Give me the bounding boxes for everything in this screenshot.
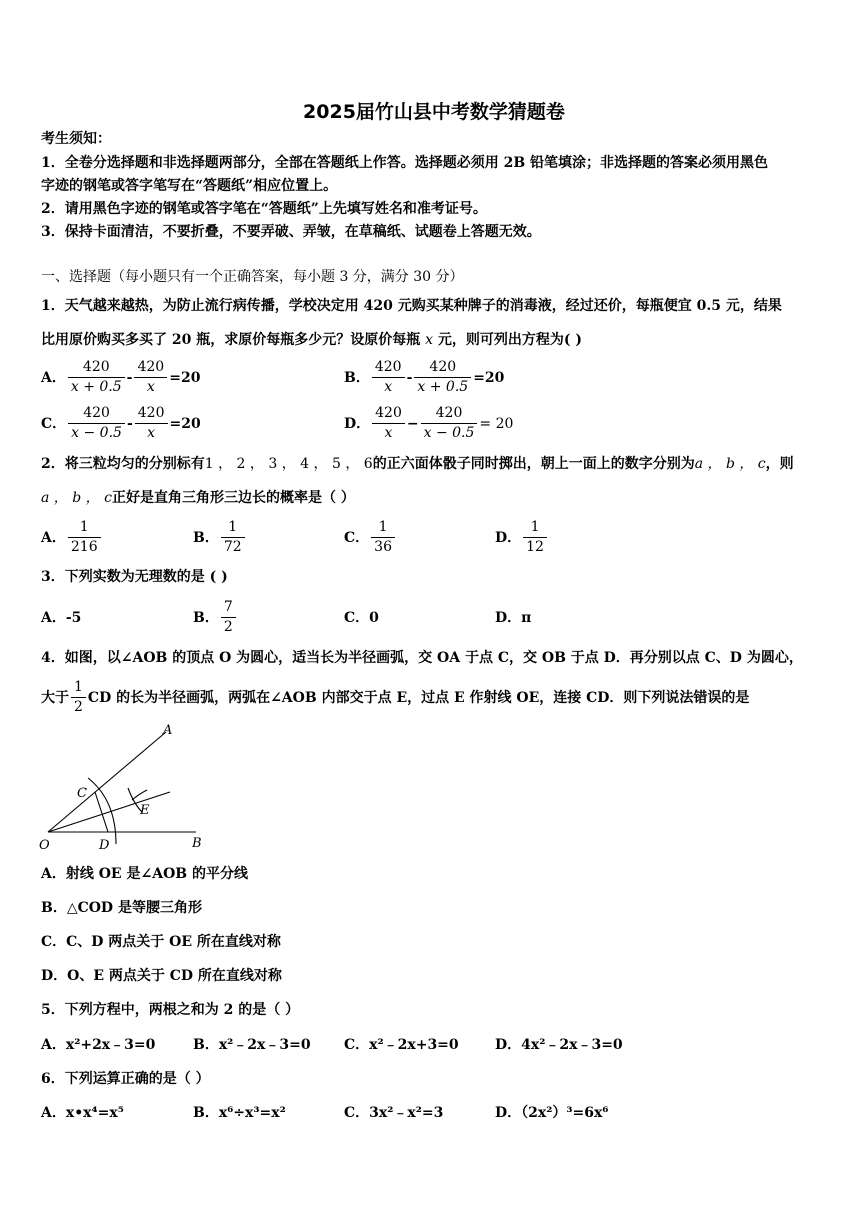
label-a: A xyxy=(163,723,173,738)
fraction: $\frac{420}{x}$ xyxy=(372,358,405,397)
q4-stem: 4．如图，以∠AOB 的顶点 O 为圆心，适当长为半径画弧，交 OA 于点 C，交 OB 于点 D．再分别以点 C、D 为圆心， xyxy=(41,650,803,666)
q3-option-b[interactable]: B． $\frac{7}{2}$ xyxy=(193,598,238,637)
fraction: $\frac{420}{x - 0.5}$ xyxy=(68,404,125,443)
fraction: $\frac{420}{x}$ xyxy=(372,404,405,443)
q5-option-b[interactable]: B．x²﹣2x﹣3=0 xyxy=(193,1037,311,1053)
label-o: O xyxy=(39,838,50,853)
label-c: C xyxy=(77,786,87,801)
q3-stem: 3．下列实数为无理数的是 ( ) xyxy=(41,569,228,585)
fraction: $\frac{7}{2}$ xyxy=(221,598,236,637)
fraction: $\frac{420}{x - 0.5}$ xyxy=(421,404,478,443)
notice-item-1-cont: 字迹的钢笔或答字笔写在“答题纸”相应位置上。 xyxy=(41,178,338,194)
q4-figure xyxy=(36,720,216,855)
ray-oe xyxy=(48,792,170,832)
q6-option-a[interactable]: A．x•x⁴=x⁵ xyxy=(41,1105,124,1121)
q6-option-d[interactable]: D．（2x²）³=6x⁶ xyxy=(495,1105,609,1121)
q1-option-d[interactable]: D． $\frac{420}{x}$ − $\frac{420}{x - 0.5}$ = 20 xyxy=(344,405,514,441)
q2-stem-cont: a ， b ， c正好是直角三角形三边长的概率是（ ） xyxy=(41,490,355,506)
q1-stem: 1．天气越来越热，为防止流行病传播，学校决定用 420 元购买某种牌子的消毒液，经过还价，每瓶便宜 0.5 元，结果 xyxy=(41,298,782,314)
q4-option-b[interactable]: B．△COD 是等腰三角形 xyxy=(41,900,202,916)
q2-option-c[interactable]: C． $\frac{1}{36}$ xyxy=(344,518,397,557)
q3-option-c[interactable]: C．0 xyxy=(344,610,379,626)
q6-stem: 6．下列运算正确的是（ ） xyxy=(41,1071,210,1087)
section-heading: 一、选择题（每小题只有一个正确答案，每小题 3 分，满分 30 分） xyxy=(41,269,464,285)
q2-option-b[interactable]: B． $\frac{1}{72}$ xyxy=(193,518,247,557)
q6-option-b[interactable]: B．x⁶÷x³=x² xyxy=(193,1105,286,1121)
fraction: $\frac{420}{x + 0.5}$ xyxy=(68,358,125,397)
q1-option-a[interactable]: A． $\frac{420}{x + 0.5}$ - $\frac{420}{x}$ =20 xyxy=(41,359,201,395)
q1-option-b[interactable]: B． $\frac{420}{x}$ - $\frac{420}{x + 0.5}$ =20 xyxy=(344,359,505,395)
q1-option-c[interactable]: C． $\frac{420}{x - 0.5}$ - $\frac{420}{x}$ =20 xyxy=(41,405,201,441)
notice-heading: 考生须知： xyxy=(41,131,111,147)
q5-option-c[interactable]: C．x²﹣2x+3=0 xyxy=(344,1037,459,1053)
notice-item-3: 3．保持卡面清洁，不要折叠，不要弄破、弄皱，在草稿纸、试题卷上答题无效。 xyxy=(41,224,541,240)
fraction: $\frac{1}{72}$ xyxy=(221,518,245,557)
q5-option-d[interactable]: D．4x²﹣2x﹣3=0 xyxy=(495,1037,623,1053)
label-d: D xyxy=(99,838,110,853)
notice-item-1: 1．全卷分选择题和非选择题两部分，全部在答题纸上作答。选择题必须用 2B 铅笔填涂；非选择题的答案必须用黑色 xyxy=(41,155,769,171)
fraction: $\frac{1}{216}$ xyxy=(68,518,101,557)
q6-option-c[interactable]: C．3x²﹣x²=3 xyxy=(344,1105,444,1121)
q3-option-a[interactable]: A．-5 xyxy=(41,610,82,626)
fraction: $\frac{420}{x}$ xyxy=(135,404,168,443)
q5-option-a[interactable]: A．x²+2x﹣3=0 xyxy=(41,1037,156,1053)
fraction: $\frac{420}{x + 0.5}$ xyxy=(414,358,471,397)
q4-stem-cont: 大于 $\frac{1}{2}$ CD 的长为半径画弧，两弧在∠AOB 内部交于点 E，过点 E 作射线 OE，连接 CD．则下列说法错误的是 xyxy=(41,679,750,715)
q4-option-d[interactable]: D．O、E 两点关于 CD 所在直线对称 xyxy=(41,968,282,984)
q4-option-a[interactable]: A．射线 OE 是∠AOB 的平分线 xyxy=(41,866,248,882)
q2-stem: 2．将三粒均匀的分别标有1 ， 2 ， 3 ， 4 ， 5 ， 6的正六面体骰子同时掷出，朝上一面上的数字分别为a ， b ， c，则 xyxy=(41,456,794,472)
page-title: 2025届竹山县中考数学猜题卷 xyxy=(303,101,565,123)
label-b: B xyxy=(192,836,202,851)
notice-item-2: 2．请用黑色字迹的钢笔或答字笔在“答题纸”上先填写姓名和准考证号。 xyxy=(41,201,487,217)
fraction: $\frac{1}{36}$ xyxy=(371,518,395,557)
segment-cd xyxy=(95,792,108,832)
q2-option-d[interactable]: D． $\frac{1}{12}$ xyxy=(495,518,549,557)
q4-option-c[interactable]: C．C、D 两点关于 OE 所在直线对称 xyxy=(41,934,281,950)
fraction: $\frac{1}{2}$ xyxy=(71,678,86,717)
arc-e-2 xyxy=(132,790,147,800)
q1-stem-cont: 比用原价购买多买了 20 瓶，求原价每瓶多少元？设原价每瓶 x 元，则可列出方程为( ) xyxy=(41,332,583,348)
label-e: E xyxy=(140,803,150,818)
q5-stem: 5．下列方程中，两根之和为 2 的是（ ） xyxy=(41,1002,300,1018)
fraction: $\frac{420}{x}$ xyxy=(134,358,167,397)
q2-option-a[interactable]: A． $\frac{1}{216}$ xyxy=(41,518,103,557)
q3-option-d[interactable]: D．π xyxy=(495,610,532,626)
fraction: $\frac{1}{12}$ xyxy=(523,518,547,557)
